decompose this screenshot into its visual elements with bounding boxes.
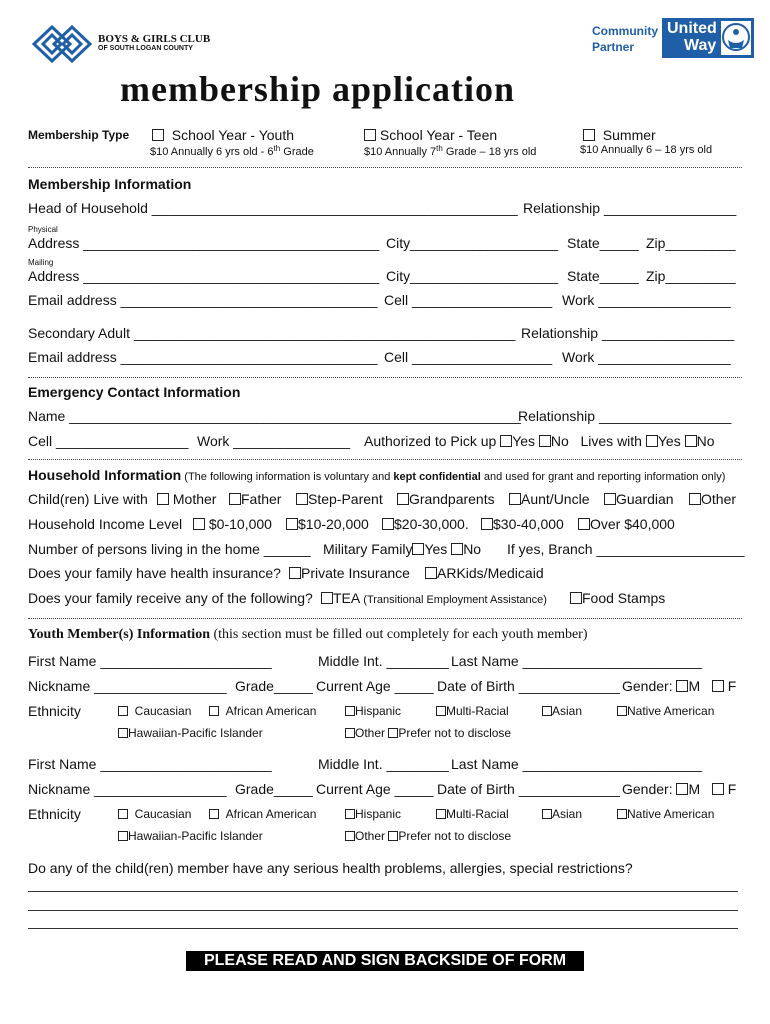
eth-hispanic[interactable]: Hispanic [345,807,401,821]
mailing-zip-field[interactable]: Zip_________ [646,268,736,284]
email-field[interactable]: Email address _________________________________ [28,292,378,308]
checkbox-income-1[interactable] [193,518,205,530]
live-with-mother[interactable]: Mother [157,491,216,507]
checkbox-arkids[interactable] [425,567,437,579]
gender-group: Gender: M F [622,678,737,694]
eth-african-american[interactable]: African American [209,807,316,821]
checkbox-other-ethnicity[interactable] [345,728,355,738]
cell-field[interactable]: Cell __________________ [384,292,553,308]
ethnicity-label: Ethnicity [28,806,81,822]
physical-address-field[interactable]: Address ______________________________________ [28,235,380,251]
mailing-address-field[interactable]: Address ______________________________________ [28,268,380,284]
checkbox-stepparent[interactable] [296,493,308,505]
checkbox-hispanic[interactable] [345,706,355,716]
live-with-aunt-uncle[interactable]: Aunt/Uncle [509,491,589,507]
secondary-email-field[interactable]: Email address _________________________________ [28,349,378,365]
org-subname: OF SOUTH LOGAN COUNTY [98,45,193,52]
checkbox-multi-racial[interactable] [436,706,446,716]
checkbox-native-american[interactable] [617,809,627,819]
eth-native-american[interactable]: Native American [617,704,714,718]
checkbox-lives-yes[interactable] [646,435,658,447]
checkbox-multi-racial[interactable] [436,809,446,819]
physical-zip-field[interactable]: Zip_________ [646,235,736,251]
eth-asian[interactable]: Asian [542,807,582,821]
option-school-teen[interactable]: School Year - Teen [364,127,497,143]
checkbox-hawaiian[interactable] [118,831,128,841]
mailing-label: Mailing [28,258,54,267]
checkbox-income-5[interactable] [578,518,590,530]
checkbox-income-3[interactable] [382,518,394,530]
divider [28,618,742,619]
checkbox-income-4[interactable] [481,518,493,530]
checkbox-male[interactable] [676,783,688,795]
checkbox-female[interactable] [712,680,724,692]
emergency-name-field[interactable]: Name __________________________________________________________ [28,408,521,424]
eth-caucasian[interactable]: Caucasian [118,704,191,718]
price-school-teen: $10 Annually 7th Grade – 18 yrs old [364,144,537,158]
eth-multi-racial[interactable]: Multi-Racial [436,807,509,821]
physical-label: Physical [28,225,58,234]
first-name-field[interactable]: First Name ______________________ [28,756,272,772]
checkbox-aunt-uncle[interactable] [509,493,521,505]
persons-field[interactable]: Number of persons living in the home ______ [28,541,311,557]
checkbox-summer[interactable] [583,129,595,141]
checkbox-female[interactable] [712,783,724,795]
checkbox-mother[interactable] [157,493,169,505]
checkbox-african-american[interactable] [209,809,219,819]
insurance-arkids[interactable]: ARKids/Medicaid [425,565,544,581]
middle-initial-field[interactable]: Middle Int. ________ [318,653,449,669]
answer-line[interactable] [28,891,738,892]
divider [28,167,742,168]
mailing-city-field[interactable]: City___________________ [386,268,559,284]
checkbox-male[interactable] [676,680,688,692]
membership-info-heading: Membership Information [28,176,192,192]
dob-field[interactable]: Date of Birth _____________ [437,781,620,797]
partner-line2: Partner [592,40,635,54]
secondary-work-field[interactable]: Work _________________ [562,349,731,365]
military-group: Military Family Yes No [323,541,482,557]
checkbox-food-stamps[interactable] [570,592,582,604]
income-20-30[interactable]: $20-30,000. [382,516,469,532]
eth-asian[interactable]: Asian [542,704,582,718]
live-with-grandparents[interactable]: Grandparents [397,491,495,507]
income-over-40[interactable]: Over $40,000 [578,516,675,532]
price-summer: $10 Annually 6 – 18 yrs old [580,144,713,156]
emergency-work-field[interactable]: Work _______________ [197,433,351,449]
option-summer[interactable]: Summer [583,127,656,143]
work-field[interactable]: Work _________________ [562,292,731,308]
last-name-field[interactable]: Last Name _______________________ [451,653,702,669]
checkbox-guardian[interactable] [604,493,616,505]
age-field[interactable]: Current Age _____ [316,678,434,694]
receive-food-stamps[interactable]: Food Stamps [570,590,665,606]
relationship-field[interactable]: Relationship _________________ [523,200,737,216]
ethnicity-label: Ethnicity [28,703,81,719]
age-field[interactable]: Current Age _____ [316,781,434,797]
health-question: Do any of the child(ren) member have any serious health problems, allergies, special restrictions? [28,860,633,876]
checkbox-school-youth[interactable] [152,129,164,141]
eth-other[interactable]: Other Prefer not to disclose [345,726,511,740]
insurance-question: Does your family have health insurance? [28,565,281,581]
secondary-adult-field[interactable]: Secondary Adult _________________________________________________ [28,325,516,341]
checkbox-hawaiian[interactable] [118,728,128,738]
checkbox-military-no[interactable] [451,543,463,555]
pickup-group: Authorized to Pick up Yes No Lives with Yes No [364,433,715,449]
physical-state-field[interactable]: State_____ [567,235,639,251]
receive-question: Does your family receive any of the following? [28,590,313,606]
page-title: membership application [120,69,516,109]
grade-field[interactable]: Grade_____ [235,781,313,797]
household-heading: Household Information (The following information is voluntary and kept confidential and used for grant and reporting information only) [28,467,726,483]
grade-field[interactable]: Grade_____ [235,678,313,694]
live-with-label: Child(ren) Live with [28,491,148,507]
eth-caucasian[interactable]: Caucasian [118,807,191,821]
checkbox-private-insurance[interactable] [289,567,301,579]
checkbox-father[interactable] [229,493,241,505]
club-hands-icon [30,24,98,64]
checkbox-caucasian[interactable] [118,706,128,716]
head-of-household-field[interactable]: Head of Household _______________________________________________ [28,200,518,216]
income-30-40[interactable]: $30-40,000 [481,516,564,532]
divider [28,459,742,460]
checkbox-native-american[interactable] [617,706,627,716]
checkbox-pickup-no[interactable] [539,435,551,447]
checkbox-prefer-not[interactable] [388,728,398,738]
secondary-relationship-field[interactable]: Relationship _________________ [521,325,735,341]
checkbox-caucasian[interactable] [118,809,128,819]
checkbox-other[interactable] [689,493,701,505]
eth-african-american[interactable]: African American [209,704,316,718]
nickname-field[interactable]: Nickname _________________ [28,781,227,797]
last-name-field[interactable]: Last Name _______________________ [451,756,702,772]
live-with-father[interactable]: Father [229,491,281,507]
physical-city-field[interactable]: City___________________ [386,235,559,251]
price-school-youth: $10 Annually 6 yrs old - 6th Grade [150,144,314,158]
answer-line[interactable] [28,928,738,929]
checkbox-hispanic[interactable] [345,809,355,819]
gender-group: Gender: M F [622,781,737,797]
checkbox-asian[interactable] [542,706,552,716]
mailing-state-field[interactable]: State_____ [567,268,639,284]
uw-line1: United [667,20,717,37]
branch-field[interactable]: If yes, Branch ___________________ [507,541,745,557]
eth-hawaiian[interactable]: Hawaiian-Pacific Islander [118,726,263,740]
membership-type-label: Membership Type [28,128,130,142]
eth-hispanic[interactable]: Hispanic [345,704,401,718]
uw-line2: Way [684,37,717,54]
emergency-cell-field[interactable]: Cell _________________ [28,433,189,449]
middle-initial-field[interactable]: Middle Int. ________ [318,756,449,772]
checkbox-military-yes[interactable] [412,543,424,555]
insurance-private[interactable]: Private Insurance [289,565,410,581]
checkbox-lives-no[interactable] [685,435,697,447]
checkbox-african-american[interactable] [209,706,219,716]
eth-hawaiian[interactable]: Hawaiian-Pacific Islander [118,829,263,843]
eth-native-american[interactable]: Native American [617,807,714,821]
income-10-20[interactable]: $10-20,000 [286,516,369,532]
first-name-field[interactable]: First Name ______________________ [28,653,272,669]
checkbox-school-teen[interactable] [364,129,376,141]
secondary-cell-field[interactable]: Cell __________________ [384,349,553,365]
checkbox-prefer-not[interactable] [388,831,398,841]
united-way-hand-icon [720,20,752,56]
checkbox-asian[interactable] [542,809,552,819]
income-0-10[interactable]: $0-10,000 [193,516,272,532]
divider [28,377,742,378]
live-with-other[interactable]: Other [689,491,736,507]
answer-line[interactable] [28,910,738,911]
receive-tea[interactable]: TEA (Transitional Employment Assistance) [321,590,547,606]
checkbox-income-2[interactable] [286,518,298,530]
eth-multi-racial[interactable]: Multi-Racial [436,704,509,718]
org-name: BOYS & GIRLS CLUB [98,33,211,45]
youth-heading: Youth Member(s) Information (this section must be filled out completely for each youth member) [28,627,588,642]
live-with-stepparent[interactable]: Step-Parent [296,491,383,507]
eth-other[interactable]: Other Prefer not to disclose [345,829,511,843]
live-with-guardian[interactable]: Guardian [604,491,674,507]
option-school-youth[interactable]: School Year - Youth [152,127,294,143]
checkbox-pickup-yes[interactable] [500,435,512,447]
checkbox-grandparents[interactable] [397,493,409,505]
checkbox-tea[interactable] [321,592,333,604]
emergency-relationship-field[interactable]: Relationship _________________ [518,408,732,424]
nickname-field[interactable]: Nickname _________________ [28,678,227,694]
emergency-heading: Emergency Contact Information [28,384,241,400]
income-label: Household Income Level [28,516,183,532]
partner-line1: Community [592,24,658,38]
dob-field[interactable]: Date of Birth _____________ [437,678,620,694]
checkbox-other-ethnicity[interactable] [345,831,355,841]
sign-backside-banner: PLEASE READ AND SIGN BACKSIDE OF FORM [186,951,584,971]
